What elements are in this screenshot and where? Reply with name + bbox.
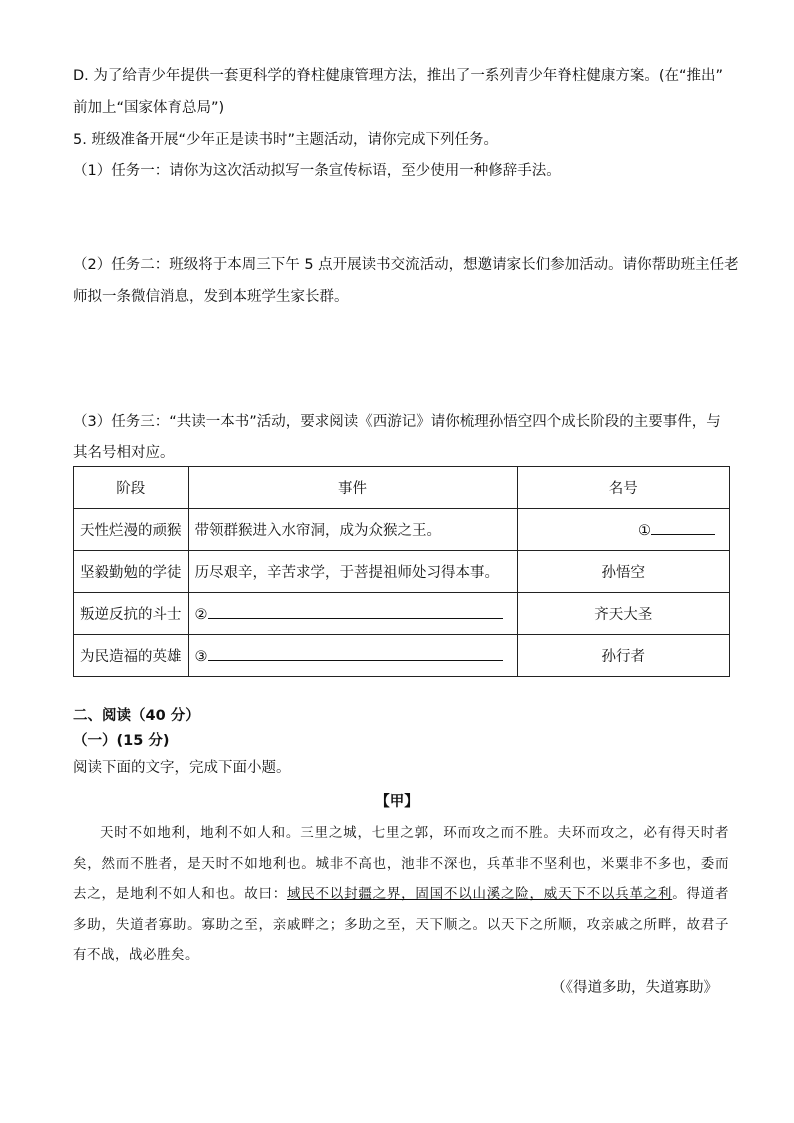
task-3-line1: （3）任务三：“共读一本书”活动，要求阅读《西游记》请你梳理孙悟空四个成长阶段的主要事件，与: [73, 414, 721, 430]
task-2-line2: 师拟一条微信消息，发到本班学生家长群。: [73, 289, 349, 305]
section-title: 二、阅读（40 分）: [73, 708, 200, 724]
table-row: [74, 593, 730, 635]
stage-cell: 天性烂漫的顽猴: [74, 509, 189, 551]
name-cell: 齐天大圣: [517, 593, 730, 635]
header-stage: 阶段: [74, 467, 189, 509]
task-3-table: [73, 466, 730, 677]
blank-number-2: ②: [194, 607, 208, 623]
sub-section-title: （一）(15 分): [73, 733, 170, 749]
question-5: 5. 班级准备开展“少年正是读书时”主题活动，请你完成下列任务。: [73, 132, 498, 148]
table-header-row: [74, 467, 730, 509]
answer-blank-1[interactable]: [651, 520, 715, 535]
passage-underlined-text: 域民不以封疆之界，固国不以山溪之险，威天下不以兵革之利: [287, 886, 673, 902]
passage-text-a: 天时不如地利，地利不如人和。三里之城，七里之郭，环而攻之而不胜。夫环而攻之，必有得天时者矣，然而不胜者，是天时不如地利也。城非不高也，池非不深也，兵革非不坚利也，米粟非不多也，委而去之，是地利不如人和也。故曰：: [73, 825, 729, 902]
event-cell[interactable]: [188, 593, 517, 635]
header-event: 事件: [188, 467, 517, 509]
stage-cell: 坚毅勤勉的学徒: [74, 551, 189, 593]
answer-blank-2[interactable]: [208, 604, 503, 619]
task-3-line2: 其名号相对应。: [73, 445, 175, 461]
table-row: [74, 509, 730, 551]
task-1: （1）任务一：请你为这次活动拟写一条宣传标语，至少使用一种修辞手法。: [73, 163, 561, 179]
event-cell: 历尽艰辛，辛苦求学，于菩提祖师处习得本事。: [188, 551, 517, 593]
passage-title: 【甲】: [375, 794, 419, 810]
reading-instruction: 阅读下面的文字，完成下面小题。: [73, 760, 291, 776]
option-d-line2: 前加上“国家体育总局”): [73, 100, 225, 116]
answer-blank-3[interactable]: [208, 646, 503, 661]
blank-number-3: ③: [194, 649, 208, 665]
stage-cell: 叛逆反抗的斗士: [74, 593, 189, 635]
table-row: [74, 635, 730, 677]
classical-passage: [73, 818, 729, 971]
table-row: [74, 551, 730, 593]
option-d-line1: D. 为了给青少年提供一套更科学的脊柱健康管理方法，推出了一系列青少年脊柱健康方案。(在“推出”: [73, 68, 724, 84]
stage-cell: 为民造福的英雄: [74, 635, 189, 677]
passage-text-b: 。得道者多助，失道者寡助。寡助之至，亲戚畔之；多助之至，天下顺之。以天下之所顺，攻亲戚之所畔，故君子有不战，战必胜矣。: [73, 886, 730, 963]
event-cell: 带领群猴进入水帘洞，成为众猴之王。: [188, 509, 517, 551]
task-2-line1: （2）任务二：班级将于本周三下午 5 点开展读书交流活动，想邀请家长们参加活动。请你帮助班主任老: [73, 257, 739, 273]
name-cell[interactable]: [517, 509, 730, 551]
passage-source: （《得道多助，失道寡助》: [551, 980, 718, 996]
header-name: 名号: [517, 467, 730, 509]
blank-number-1: ①: [638, 523, 651, 539]
name-cell: 孙悟空: [517, 551, 730, 593]
event-cell[interactable]: [188, 635, 517, 677]
name-cell: 孙行者: [517, 635, 730, 677]
